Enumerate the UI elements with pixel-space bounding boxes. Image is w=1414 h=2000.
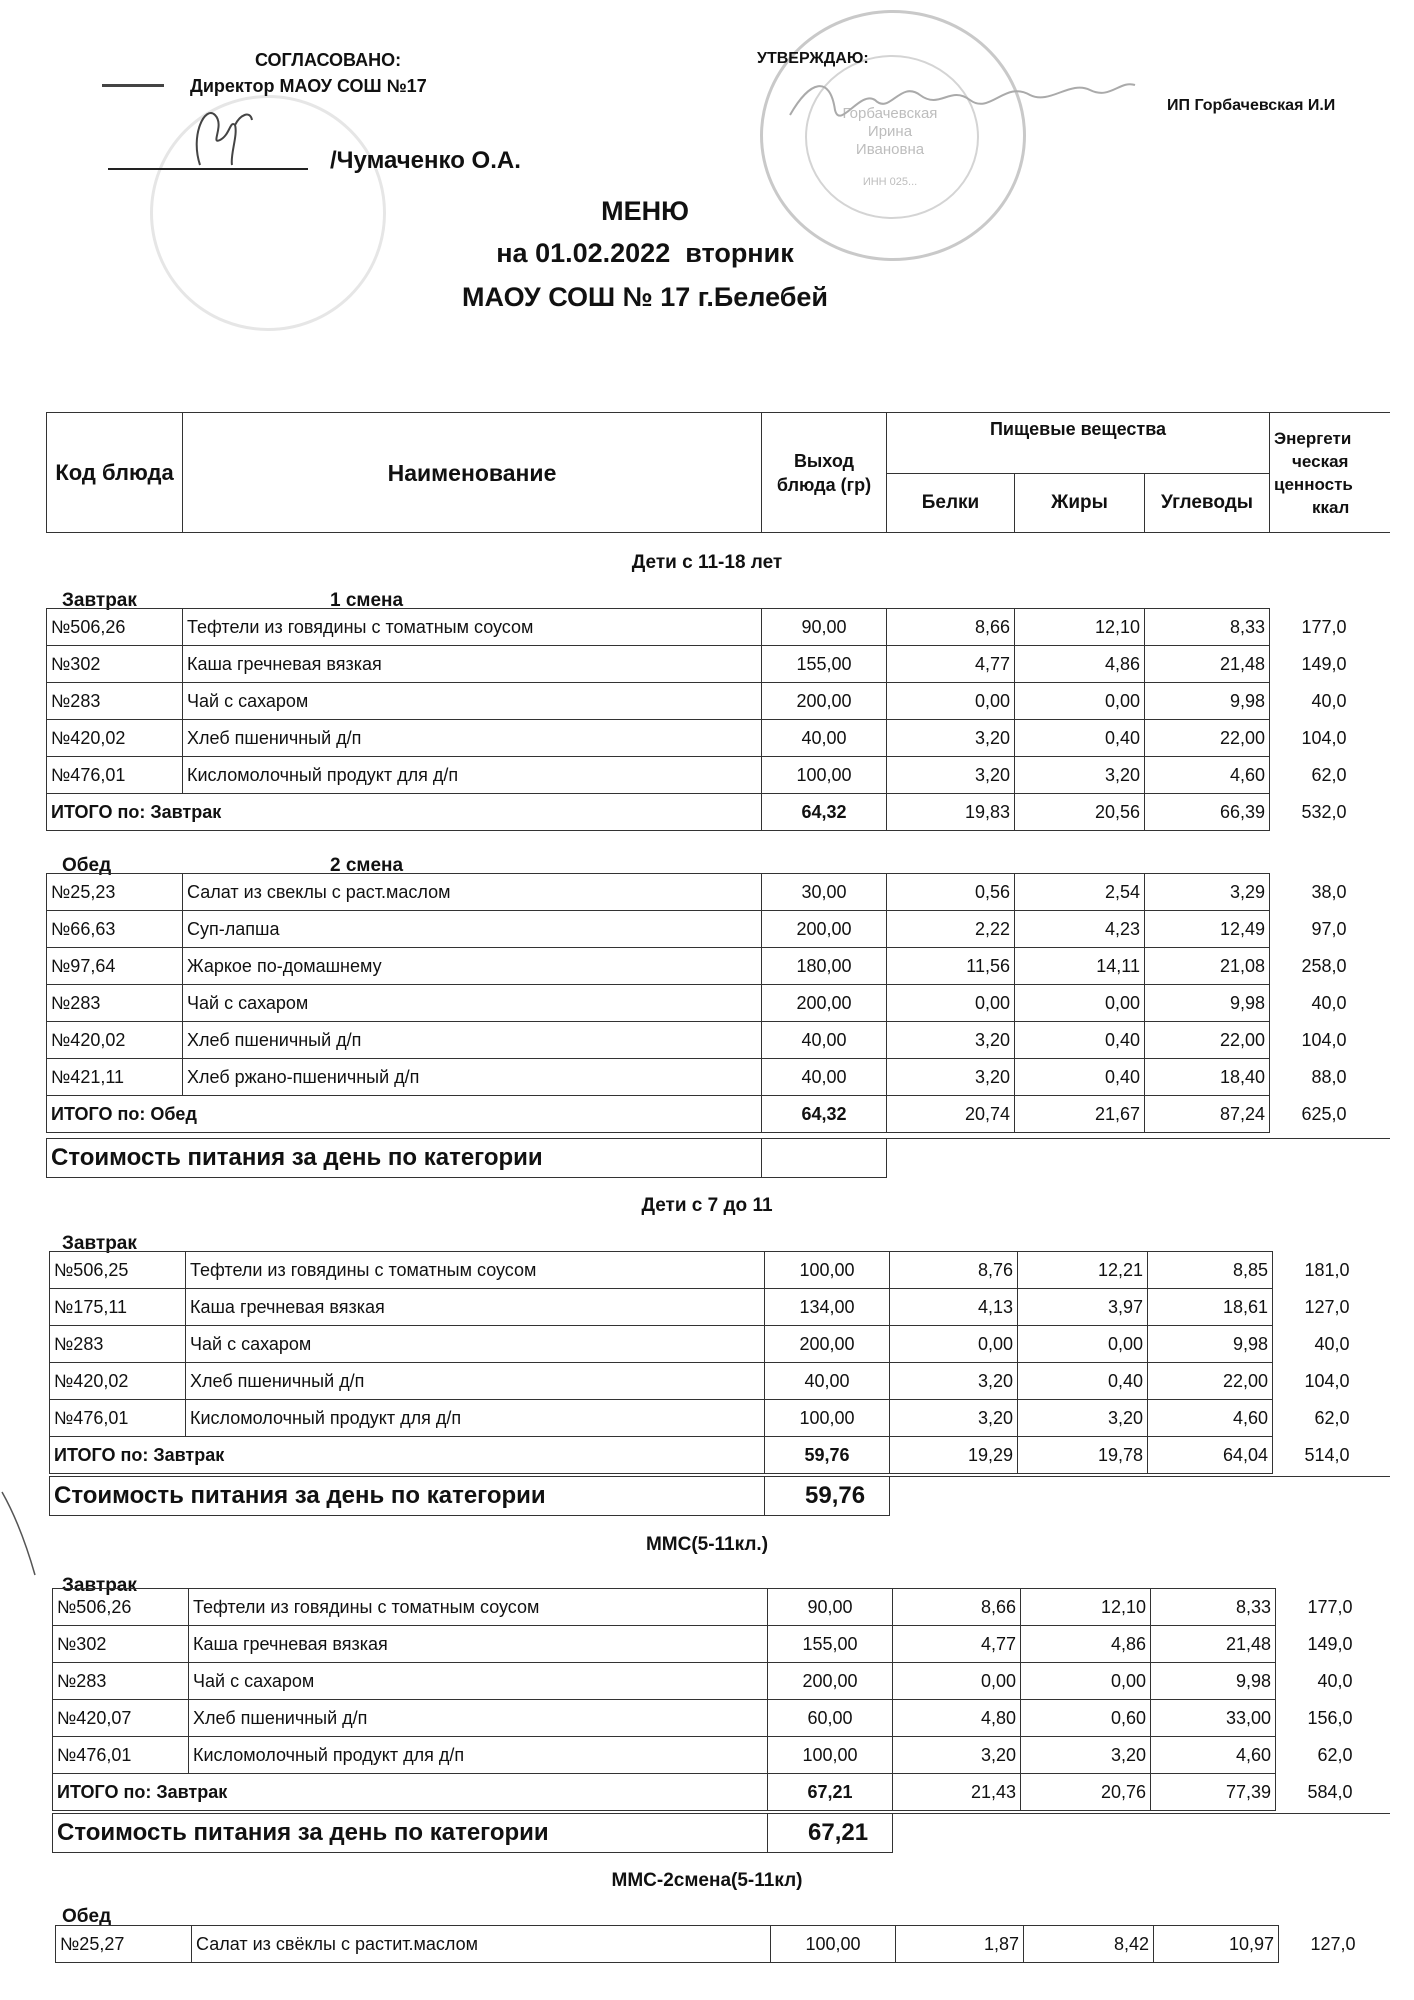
dish-code: №25,27 bbox=[56, 1926, 192, 1963]
dish-energy: 104,0 bbox=[1270, 1022, 1391, 1059]
dish-protein: 3,20 bbox=[887, 720, 1015, 757]
dish-carbs: 4,60 bbox=[1148, 1400, 1273, 1437]
dish-name: Тефтели из говядины с томатным соусом bbox=[183, 609, 762, 646]
dish-energy: 62,0 bbox=[1273, 1400, 1391, 1437]
dish-yield: 100,00 bbox=[768, 1737, 893, 1774]
dish-name: Хлеб пшеничный д/п bbox=[186, 1363, 765, 1400]
dish-protein: 0,00 bbox=[890, 1326, 1018, 1363]
dish-code: №420,07 bbox=[53, 1700, 189, 1737]
dish-protein: 3,20 bbox=[887, 1059, 1015, 1096]
dish-yield: 200,00 bbox=[762, 985, 887, 1022]
dish-yield: 155,00 bbox=[768, 1626, 893, 1663]
dish-carbs: 9,98 bbox=[1145, 683, 1270, 720]
dish-fat: 0,60 bbox=[1021, 1700, 1151, 1737]
dish-fat: 3,20 bbox=[1021, 1737, 1151, 1774]
dish-protein: 0,00 bbox=[887, 985, 1015, 1022]
dish-carbs: 12,49 bbox=[1145, 911, 1270, 948]
dish-energy: 149,0 bbox=[1276, 1626, 1391, 1663]
dish-yield: 40,00 bbox=[762, 1059, 887, 1096]
dish-carbs: 10,97 bbox=[1154, 1926, 1279, 1963]
menu-table bbox=[46, 608, 1390, 831]
dish-code: №175,11 bbox=[50, 1289, 186, 1326]
dish-fat: 4,23 bbox=[1015, 911, 1145, 948]
dish-fat: 0,00 bbox=[1015, 985, 1145, 1022]
dish-protein: 2,22 bbox=[887, 911, 1015, 948]
dish-energy: 156,0 bbox=[1276, 1700, 1391, 1737]
dish-protein: 8,76 bbox=[890, 1252, 1018, 1289]
dish-name: Кисломолочный продукт для д/п bbox=[189, 1737, 768, 1774]
table-row bbox=[47, 874, 1391, 911]
shift-label: 1 смена bbox=[330, 590, 404, 611]
dish-code: №420,02 bbox=[50, 1363, 186, 1400]
dish-code: №283 bbox=[47, 683, 183, 720]
table-row bbox=[53, 1737, 1391, 1774]
cost-label: Стоимость питания за день по категории bbox=[53, 1814, 768, 1853]
total-protein: 19,83 bbox=[887, 794, 1015, 831]
dish-code: №302 bbox=[47, 646, 183, 683]
dish-yield: 40,00 bbox=[762, 1022, 887, 1059]
cost-value: 67,21 bbox=[768, 1814, 893, 1853]
dish-energy: 62,0 bbox=[1276, 1737, 1391, 1774]
total-carbs: 64,04 bbox=[1148, 1437, 1273, 1474]
shift-label: 2 смена bbox=[330, 855, 404, 876]
dish-name: Чай с сахаром bbox=[186, 1326, 765, 1363]
menu-date: на 01.02.2022 вторник bbox=[496, 238, 794, 268]
dish-code: №283 bbox=[53, 1663, 189, 1700]
dish-carbs: 18,61 bbox=[1148, 1289, 1273, 1326]
table-row bbox=[47, 757, 1391, 794]
dish-code: №283 bbox=[50, 1326, 186, 1363]
col-nutrients: Пищевые вещества bbox=[887, 413, 1270, 474]
total-fat: 19,78 bbox=[1018, 1437, 1148, 1474]
dish-protein: 3,20 bbox=[890, 1400, 1018, 1437]
section-title: Дети с 11-18 лет bbox=[631, 552, 783, 573]
dish-yield: 180,00 bbox=[762, 948, 887, 985]
total-row bbox=[50, 1437, 1391, 1474]
dish-energy: 177,0 bbox=[1270, 609, 1391, 646]
dish-name: Тефтели из говядины с томатным соусом bbox=[186, 1252, 765, 1289]
dish-yield: 200,00 bbox=[765, 1326, 890, 1363]
menu-table bbox=[52, 1588, 1390, 1811]
dish-carbs: 4,60 bbox=[1145, 757, 1270, 794]
school-name: МАОУ СОШ № 17 г.Белебей bbox=[461, 282, 829, 312]
dish-protein: 4,77 bbox=[887, 646, 1015, 683]
dish-yield: 60,00 bbox=[768, 1700, 893, 1737]
table-row bbox=[53, 1589, 1391, 1626]
total-carbs: 77,39 bbox=[1151, 1774, 1276, 1811]
col-carbs: Углеводы bbox=[1145, 474, 1270, 533]
dish-yield: 100,00 bbox=[771, 1926, 896, 1963]
approved-by: ИП Горбачевская И.И bbox=[1167, 97, 1336, 114]
total-protein: 21,43 bbox=[893, 1774, 1021, 1811]
meal-label: Завтрак bbox=[62, 1233, 137, 1254]
cost-empty bbox=[893, 1814, 1391, 1853]
table-row bbox=[47, 985, 1391, 1022]
dish-energy: 181,0 bbox=[1273, 1252, 1391, 1289]
total-label: ИТОГО по: Обед bbox=[47, 1096, 762, 1133]
cost-value bbox=[762, 1139, 887, 1178]
cost-label: Стоимость питания за день по категории bbox=[47, 1139, 762, 1178]
total-label: ИТОГО по: Завтрак bbox=[53, 1774, 768, 1811]
col-fat: Жиры bbox=[1015, 474, 1145, 533]
dish-energy: 40,0 bbox=[1276, 1663, 1391, 1700]
dish-carbs: 9,98 bbox=[1145, 985, 1270, 1022]
dish-energy: 104,0 bbox=[1270, 720, 1391, 757]
dish-name: Каша гречневая вязкая bbox=[189, 1626, 768, 1663]
total-fat: 20,76 bbox=[1021, 1774, 1151, 1811]
dish-code: №476,01 bbox=[47, 757, 183, 794]
dish-fat: 12,10 bbox=[1015, 609, 1145, 646]
dish-protein: 4,13 bbox=[890, 1289, 1018, 1326]
table-row bbox=[56, 1926, 1391, 1963]
dish-code: №506,26 bbox=[53, 1589, 189, 1626]
dish-carbs: 4,60 bbox=[1151, 1737, 1276, 1774]
dish-carbs: 21,48 bbox=[1145, 646, 1270, 683]
table-row bbox=[47, 1059, 1391, 1096]
dish-fat: 12,21 bbox=[1018, 1252, 1148, 1289]
menu-table bbox=[46, 873, 1390, 1133]
cost-row bbox=[53, 1814, 1391, 1853]
menu-table-header bbox=[46, 412, 1390, 533]
section-title: ММС(5-11кл.) bbox=[645, 1534, 769, 1555]
dish-yield: 200,00 bbox=[768, 1663, 893, 1700]
dish-yield: 90,00 bbox=[768, 1589, 893, 1626]
col-energy: Энергети ческая ценность ккал bbox=[1270, 413, 1390, 533]
dish-code: №66,63 bbox=[47, 911, 183, 948]
dish-protein: 0,00 bbox=[887, 683, 1015, 720]
dish-carbs: 8,85 bbox=[1148, 1252, 1273, 1289]
col-name: Наименование bbox=[183, 413, 762, 533]
dish-carbs: 21,48 bbox=[1151, 1626, 1276, 1663]
dish-name: Кисломолочный продукт для д/п bbox=[186, 1400, 765, 1437]
dish-carbs: 18,40 bbox=[1145, 1059, 1270, 1096]
dish-fat: 8,42 bbox=[1024, 1926, 1154, 1963]
dish-carbs: 9,98 bbox=[1148, 1326, 1273, 1363]
cost-value: 59,76 bbox=[765, 1477, 890, 1516]
dish-yield: 90,00 bbox=[762, 609, 887, 646]
total-row bbox=[47, 1096, 1391, 1133]
dish-fat: 3,97 bbox=[1018, 1289, 1148, 1326]
table-row bbox=[50, 1326, 1391, 1363]
dish-energy: 149,0 bbox=[1270, 646, 1391, 683]
cost-row bbox=[47, 1139, 1391, 1178]
section-title: ММС-2смена(5-11кл) bbox=[611, 1870, 803, 1891]
dish-carbs: 9,98 bbox=[1151, 1663, 1276, 1700]
dish-fat: 0,40 bbox=[1018, 1363, 1148, 1400]
menu-table bbox=[49, 1251, 1390, 1474]
dish-fat: 14,11 bbox=[1015, 948, 1145, 985]
total-protein: 20,74 bbox=[887, 1096, 1015, 1133]
dish-energy: 40,0 bbox=[1273, 1326, 1391, 1363]
dish-carbs: 3,29 bbox=[1145, 874, 1270, 911]
cost-table bbox=[49, 1476, 1390, 1516]
total-yield: 67,21 bbox=[768, 1774, 893, 1811]
dish-carbs: 22,00 bbox=[1145, 720, 1270, 757]
dish-fat: 4,86 bbox=[1015, 646, 1145, 683]
dish-fat: 0,40 bbox=[1015, 1059, 1145, 1096]
dish-carbs: 22,00 bbox=[1145, 1022, 1270, 1059]
dish-name: Каша гречневая вязкая bbox=[186, 1289, 765, 1326]
total-carbs: 87,24 bbox=[1145, 1096, 1270, 1133]
table-row bbox=[47, 948, 1391, 985]
dish-yield: 40,00 bbox=[762, 720, 887, 757]
total-energy: 514,0 bbox=[1273, 1437, 1391, 1474]
total-yield: 64,32 bbox=[762, 1096, 887, 1133]
dish-energy: 88,0 bbox=[1270, 1059, 1391, 1096]
total-energy: 584,0 bbox=[1276, 1774, 1391, 1811]
dish-yield: 200,00 bbox=[762, 683, 887, 720]
dish-carbs: 22,00 bbox=[1148, 1363, 1273, 1400]
dish-carbs: 33,00 bbox=[1151, 1700, 1276, 1737]
cost-table bbox=[46, 1138, 1390, 1178]
dish-name: Хлеб ржано-пшеничный д/п bbox=[183, 1059, 762, 1096]
dish-fat: 3,20 bbox=[1015, 757, 1145, 794]
dish-fat: 4,86 bbox=[1021, 1626, 1151, 1663]
dish-name: Хлеб пшеничный д/п bbox=[183, 720, 762, 757]
table-row bbox=[47, 911, 1391, 948]
dish-energy: 40,0 bbox=[1270, 985, 1391, 1022]
col-yield: Выход блюда (гр) bbox=[762, 413, 887, 533]
dish-fat: 2,54 bbox=[1015, 874, 1145, 911]
table-row bbox=[50, 1363, 1391, 1400]
dish-energy: 177,0 bbox=[1276, 1589, 1391, 1626]
table-row bbox=[53, 1626, 1391, 1663]
cost-row bbox=[50, 1477, 1391, 1516]
dish-protein: 1,87 bbox=[896, 1926, 1024, 1963]
menu-table bbox=[55, 1925, 1390, 1963]
dish-protein: 8,66 bbox=[887, 609, 1015, 646]
dish-protein: 3,20 bbox=[887, 757, 1015, 794]
dish-protein: 0,00 bbox=[893, 1663, 1021, 1700]
dish-name: Хлеб пшеничный д/п bbox=[183, 1022, 762, 1059]
agreed-label: СОГЛАСОВАНО: bbox=[255, 50, 402, 70]
dish-fat: 0,40 bbox=[1015, 1022, 1145, 1059]
cost-empty bbox=[890, 1477, 1391, 1516]
dish-name: Жаркое по-домашнему bbox=[183, 948, 762, 985]
table-row bbox=[47, 646, 1391, 683]
dish-protein: 8,66 bbox=[893, 1589, 1021, 1626]
table-row bbox=[47, 683, 1391, 720]
dish-code: №506,26 bbox=[47, 609, 183, 646]
dish-energy: 127,0 bbox=[1279, 1926, 1391, 1963]
table-row bbox=[53, 1663, 1391, 1700]
dish-fat: 0,00 bbox=[1018, 1326, 1148, 1363]
dish-fat: 0,00 bbox=[1015, 683, 1145, 720]
total-yield: 59,76 bbox=[765, 1437, 890, 1474]
dish-carbs: 21,08 bbox=[1145, 948, 1270, 985]
dish-name: Тефтели из говядины с томатным соусом bbox=[189, 1589, 768, 1626]
dish-fat: 0,00 bbox=[1021, 1663, 1151, 1700]
dish-energy: 258,0 bbox=[1270, 948, 1391, 985]
total-label: ИТОГО по: Завтрак bbox=[50, 1437, 765, 1474]
total-row bbox=[47, 794, 1391, 831]
dish-yield: 40,00 bbox=[765, 1363, 890, 1400]
table-row bbox=[47, 720, 1391, 757]
dish-yield: 30,00 bbox=[762, 874, 887, 911]
dish-code: №25,23 bbox=[47, 874, 183, 911]
dish-yield: 134,00 bbox=[765, 1289, 890, 1326]
table-row bbox=[50, 1289, 1391, 1326]
dish-energy: 38,0 bbox=[1270, 874, 1391, 911]
dish-code: №302 bbox=[53, 1626, 189, 1663]
stamp-text: Горбачевская Ирина Ивановна ИНН 025... bbox=[842, 105, 938, 188]
approved-label: УТВЕРЖДАЮ: bbox=[757, 50, 869, 67]
dish-name: Салат из свёклы с растит.маслом bbox=[192, 1926, 771, 1963]
meal-label: Обед bbox=[62, 1906, 112, 1927]
dish-protein: 3,20 bbox=[893, 1737, 1021, 1774]
dish-yield: 100,00 bbox=[762, 757, 887, 794]
dish-protein: 3,20 bbox=[887, 1022, 1015, 1059]
col-protein: Белки bbox=[887, 474, 1015, 533]
dish-carbs: 8,33 bbox=[1151, 1589, 1276, 1626]
col-code: Код блюда bbox=[47, 413, 183, 533]
table-row bbox=[50, 1252, 1391, 1289]
dish-name: Чай с сахаром bbox=[183, 683, 762, 720]
meal-label: Завтрак bbox=[62, 590, 137, 611]
dish-code: №506,25 bbox=[50, 1252, 186, 1289]
cost-table bbox=[52, 1813, 1390, 1853]
dish-energy: 127,0 bbox=[1273, 1289, 1391, 1326]
dish-yield: 100,00 bbox=[765, 1400, 890, 1437]
dish-energy: 40,0 bbox=[1270, 683, 1391, 720]
dish-energy: 104,0 bbox=[1273, 1363, 1391, 1400]
page-title: МЕНЮ bbox=[601, 196, 689, 226]
total-protein: 19,29 bbox=[890, 1437, 1018, 1474]
dish-fat: 0,40 bbox=[1015, 720, 1145, 757]
dish-code: №420,02 bbox=[47, 1022, 183, 1059]
table-row bbox=[47, 609, 1391, 646]
dish-name: Салат из свеклы с раст.маслом bbox=[183, 874, 762, 911]
dish-carbs: 8,33 bbox=[1145, 609, 1270, 646]
dish-protein: 3,20 bbox=[890, 1363, 1018, 1400]
dish-protein: 4,80 bbox=[893, 1700, 1021, 1737]
dish-yield: 100,00 bbox=[765, 1252, 890, 1289]
meal-label: Завтрак bbox=[62, 1575, 137, 1596]
dish-code: №283 bbox=[47, 985, 183, 1022]
total-energy: 625,0 bbox=[1270, 1096, 1391, 1133]
dish-code: №476,01 bbox=[53, 1737, 189, 1774]
total-label: ИТОГО по: Завтрак bbox=[47, 794, 762, 831]
cost-empty bbox=[887, 1139, 1391, 1178]
dish-name: Чай с сахаром bbox=[189, 1663, 768, 1700]
dish-protein: 11,56 bbox=[887, 948, 1015, 985]
total-yield: 64,32 bbox=[762, 794, 887, 831]
dish-protein: 4,77 bbox=[893, 1626, 1021, 1663]
dish-name: Каша гречневая вязкая bbox=[183, 646, 762, 683]
total-energy: 532,0 bbox=[1270, 794, 1391, 831]
dish-fat: 3,20 bbox=[1018, 1400, 1148, 1437]
table-row bbox=[50, 1400, 1391, 1437]
agreed-name: /Чумаченко О.А. bbox=[330, 147, 521, 174]
dish-code: №421,11 bbox=[47, 1059, 183, 1096]
total-fat: 20,56 bbox=[1015, 794, 1145, 831]
dish-code: №420,02 bbox=[47, 720, 183, 757]
cost-label: Стоимость питания за день по категории bbox=[50, 1477, 765, 1516]
dish-name: Хлеб пшеничный д/п bbox=[189, 1700, 768, 1737]
meal-label: Обед bbox=[62, 855, 112, 876]
table-row bbox=[47, 1022, 1391, 1059]
table-row bbox=[53, 1700, 1391, 1737]
dish-energy: 62,0 bbox=[1270, 757, 1391, 794]
dish-energy: 97,0 bbox=[1270, 911, 1391, 948]
dish-yield: 200,00 bbox=[762, 911, 887, 948]
dish-fat: 12,10 bbox=[1021, 1589, 1151, 1626]
dish-protein: 0,56 bbox=[887, 874, 1015, 911]
dish-name: Суп-лапша bbox=[183, 911, 762, 948]
agreed-by: Директор МАОУ СОШ №17 bbox=[190, 76, 427, 96]
dish-name: Кисломолочный продукт для д/п bbox=[183, 757, 762, 794]
scan-mark bbox=[0, 1490, 40, 1580]
dish-yield: 155,00 bbox=[762, 646, 887, 683]
dish-name: Чай с сахаром bbox=[183, 985, 762, 1022]
total-fat: 21,67 bbox=[1015, 1096, 1145, 1133]
total-row bbox=[53, 1774, 1391, 1811]
dish-code: №476,01 bbox=[50, 1400, 186, 1437]
section-title: Дети с 7 до 11 bbox=[641, 1195, 773, 1216]
dish-code: №97,64 bbox=[47, 948, 183, 985]
total-carbs: 66,39 bbox=[1145, 794, 1270, 831]
